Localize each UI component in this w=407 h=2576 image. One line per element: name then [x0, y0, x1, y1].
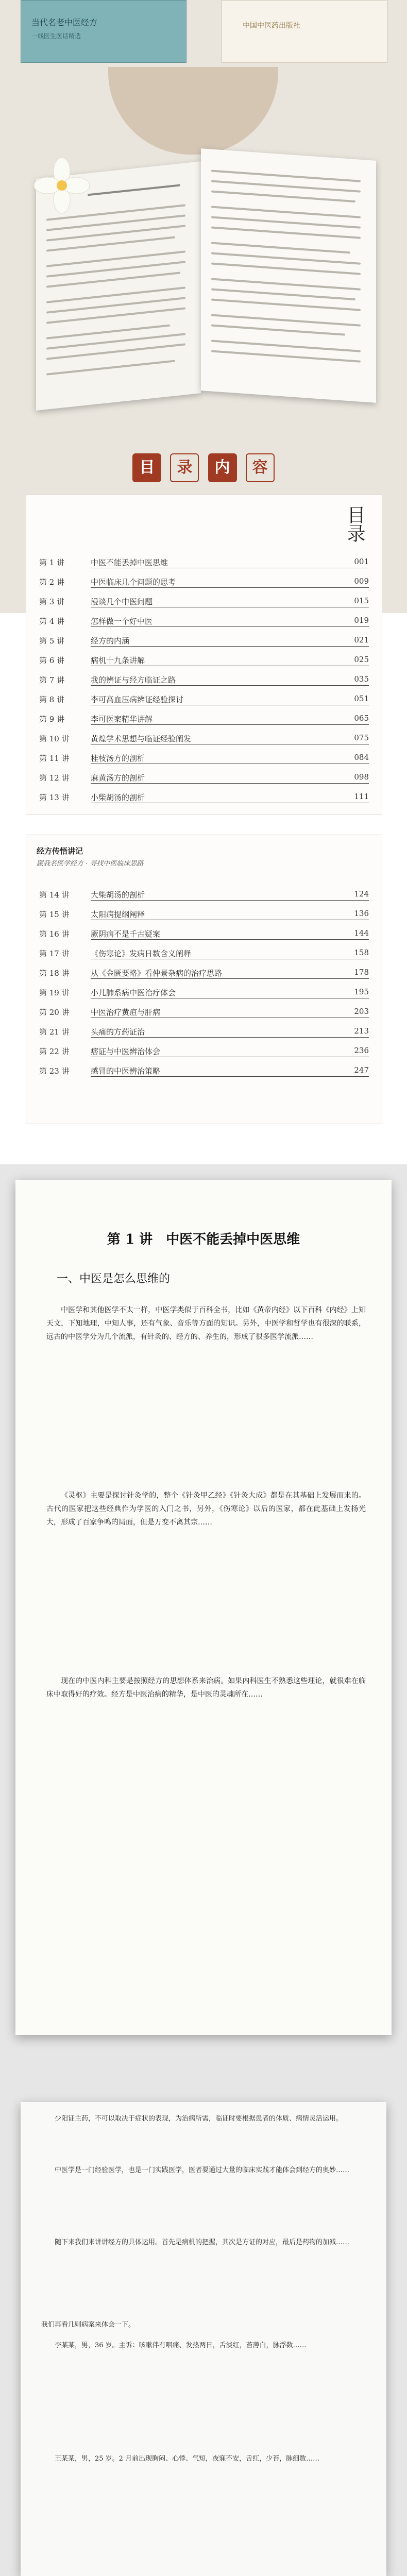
toc-row-num: 第 7 讲 — [39, 675, 65, 685]
toc-row-num: 第 21 讲 — [39, 1027, 70, 1037]
toc-heading: 目录 — [344, 505, 365, 543]
toc-row-title: 黄煌学术思想与临证经验阐发 — [91, 734, 192, 743]
toc-row-title: 李可高血压病辨证经验探讨 — [91, 695, 184, 704]
toc-row-page: 158 — [354, 948, 369, 957]
toc-row-title: 《伤寒论》发病日数含义阐释 — [91, 949, 192, 958]
toc-row[interactable] — [39, 1041, 369, 1060]
toc-row-num: 第 11 讲 — [39, 754, 70, 763]
toc-row-page: 075 — [354, 733, 369, 742]
toc-row-num: 第 22 讲 — [39, 1047, 70, 1056]
bottom-paragraph: 随下来我们来讲讲经方的具体运用。首先是病机的把握，其次是方证的对应，最后是药物的加减…… — [55, 2239, 350, 2246]
toc-row-page: 025 — [354, 655, 369, 664]
toc-row[interactable] — [39, 1060, 369, 1080]
toc-row-title: 厥阴病不是千古疑案 — [91, 929, 161, 939]
cover-left-sub: 一线医生医话精选 — [31, 32, 81, 40]
toc-row-num: 第 19 讲 — [39, 988, 70, 997]
bottom-paragraph: 中医学是一门经验医学，也是一门实践医学，医者要通过大量的临床实践才能体会到经方的奥妙…… — [55, 2166, 350, 2174]
book-cover-left — [21, 0, 186, 63]
tag-char: 容 — [246, 453, 275, 482]
lecture-paragraph: 现在的中医内科主要是按照经方的思想体系来治病。如果内科医生不熟悉这些理论，就很难在临床中取得好的疗效。经方是中医治病的精华，是中医的灵魂所在…… — [46, 1677, 366, 1699]
open-book-right-page — [201, 148, 376, 403]
toc-row-num: 第 12 讲 — [39, 773, 70, 783]
cover-left-title: 当代名老中医经方 — [31, 18, 98, 27]
toc-row-page: 001 — [354, 557, 369, 566]
toc-row[interactable] — [39, 1002, 369, 1021]
toc-row-title: 太阳病提纲阐释 — [91, 910, 145, 919]
toc-row[interactable] — [39, 630, 369, 650]
toc-row-title: 桂枝汤方的剖析 — [91, 754, 145, 763]
toc-row-num: 第 14 讲 — [39, 890, 70, 900]
toc-row-page: 203 — [354, 1007, 369, 1016]
toc-row-title: 大柴胡汤的剖析 — [91, 890, 145, 900]
toc-row-title: 小儿肺系病中医治疗体会 — [91, 988, 176, 997]
bottom-book-page — [21, 2102, 386, 2576]
toc-row-num: 第 17 讲 — [39, 949, 70, 958]
toc-row[interactable] — [39, 904, 369, 923]
tag-char: 录 — [170, 453, 199, 482]
toc-row-page: 178 — [354, 968, 369, 977]
toc-row-page: 019 — [354, 616, 369, 625]
case-intro: 我们再看几则病案来体会一下。 — [41, 2321, 135, 2329]
toc-row[interactable] — [39, 591, 369, 611]
toc-row-title: 感冒的中医辨治策略 — [91, 1066, 161, 1076]
toc-row[interactable] — [39, 884, 369, 904]
toc-row-page: 015 — [354, 596, 369, 605]
toc-row[interactable] — [39, 923, 369, 943]
toc-row-num: 第 18 讲 — [39, 969, 70, 978]
toc-row[interactable] — [39, 962, 369, 982]
lecture-paragraph: 《灵枢》主要是探讨针灸学的，整个《针灸甲乙经》《针灸大成》都是在其基础上发展而来的。古代的医家把这些经典作为学医的入门之书，另外，《伤寒论》以后的医家，都在此基础上发扬光大，形成了百家争鸣的局面，但是万变不离其宗…… — [46, 1492, 366, 1527]
toc-row[interactable] — [39, 689, 369, 708]
book-cover-right — [222, 0, 387, 63]
toc-row-num: 第 16 讲 — [39, 929, 70, 939]
toc-row-page: 124 — [354, 889, 369, 899]
bottom-paragraph: 少阳证主药，不可以取决于症状的表现，为治病所需，临证时要根据患者的体质、病情灵活运用。 — [55, 2115, 343, 2123]
toc-row-page: 195 — [354, 987, 369, 996]
toc-row-title: 从《金匮要略》看仲景杂病的治疗思路 — [91, 969, 223, 978]
toc-row-page: 213 — [354, 1026, 369, 1036]
toc-row-page: 236 — [354, 1046, 369, 1055]
toc-row-num: 第 2 讲 — [39, 578, 65, 587]
tag-char: 目 — [132, 453, 161, 482]
toc-row-title: 痞证与中医辨治体会 — [91, 1047, 161, 1056]
toc-row-num: 第 13 讲 — [39, 793, 70, 802]
toc-row-title: 麻黄汤方的剖析 — [91, 773, 145, 783]
toc-row-page: 084 — [354, 753, 369, 762]
toc-row[interactable] — [39, 748, 369, 767]
toc-row-title: 我的辨证与经方临证之路 — [91, 675, 176, 685]
toc-row-page: 111 — [354, 792, 369, 801]
toc-row-page: 065 — [354, 714, 369, 723]
toc-row-page: 051 — [354, 694, 369, 703]
toc-row-title: 中医临床几个问题的思考 — [91, 578, 176, 587]
toc-row-page: 144 — [354, 928, 369, 938]
toc-row-page: 021 — [354, 635, 369, 645]
toc-list-1 — [39, 552, 369, 806]
toc-row-page: 009 — [354, 577, 369, 586]
toc-row-title: 病机十九条讲解 — [91, 656, 145, 665]
toc-section-tag — [0, 453, 407, 484]
toc-row-num: 第 8 讲 — [39, 695, 65, 704]
toc-row-num: 第 10 讲 — [39, 734, 70, 743]
lecture-page — [15, 1180, 392, 2035]
toc-volume-title: 经方传悟讲记 — [37, 846, 83, 856]
lecture-title: 第 1 讲 中医不能丢掉中医思维 — [107, 1232, 300, 1247]
case-record: 李某某，男，36 岁。主诉：咳嗽伴有咽痛、发热两日，舌淡红，苔薄白，脉浮数…… — [55, 2342, 307, 2349]
toc-row[interactable] — [39, 982, 369, 1002]
tag-char: 内 — [208, 453, 237, 482]
toc-row-title: 李可医案精华讲解 — [91, 715, 153, 724]
toc-row[interactable] — [39, 767, 369, 787]
toc-row[interactable] — [39, 571, 369, 591]
lecture-subtitle: 一、中医是怎么思维的 — [57, 1273, 171, 1285]
toc-row-num: 第 23 讲 — [39, 1066, 70, 1076]
flower-icon — [31, 155, 93, 216]
toc-row-page: 136 — [354, 909, 369, 918]
toc-row-num: 第 1 讲 — [39, 558, 65, 567]
toc-row-num: 第 20 讲 — [39, 1008, 70, 1017]
toc-volume-subtitle: 跟我名医学经方 · 寻找中医临床思路 — [37, 860, 144, 868]
case-record: 王某某，男，25 岁。2 月前出现胸闷、心悸、气短，夜寐不安，舌红，少苔，脉细数…… — [55, 2455, 320, 2463]
toc-row-num: 第 5 讲 — [39, 636, 65, 646]
toc-row-num: 第 4 讲 — [39, 617, 65, 626]
toc-row-page: 035 — [354, 674, 369, 684]
toc-row-title: 小柴胡汤的剖析 — [91, 793, 145, 802]
toc-list-2 — [39, 884, 369, 1080]
toc-panel-2 — [26, 835, 382, 1124]
toc-row-title: 中医治疗黄疸与肝病 — [91, 1008, 161, 1017]
toc-row-num: 第 9 讲 — [39, 715, 65, 724]
toc-row-num: 第 6 讲 — [39, 656, 65, 665]
toc-row[interactable] — [39, 669, 369, 689]
toc-row[interactable] — [39, 708, 369, 728]
toc-row-page: 098 — [354, 772, 369, 782]
toc-row-num: 第 15 讲 — [39, 910, 70, 919]
toc-row-page: 247 — [354, 1065, 369, 1075]
toc-row-title: 怎样做一个好中医 — [91, 617, 153, 626]
toc-row[interactable] — [39, 943, 369, 962]
toc-row-num: 第 3 讲 — [39, 597, 65, 606]
toc-row-title: 漫谈几个中医问题 — [91, 597, 153, 606]
toc-row[interactable] — [39, 1021, 369, 1041]
toc-row[interactable] — [39, 728, 369, 748]
lecture-paragraph: 中医学和其他医学不太一样，中医学类似于百科全书，比如《黄帝内经》以下百科《内经》上知天文，下知地理，中知人事，还有气象、音乐等方面的知识。另外，中医学和哲学也有很深的联系，远古的中医学分为几个流派，有针灸的、经方的、养生的，形成了很多医学流派…… — [46, 1306, 366, 1341]
toc-row[interactable] — [39, 787, 369, 806]
toc-row[interactable] — [39, 552, 369, 571]
cover-right-title: 中国中医药出版社 — [243, 22, 300, 30]
toc-row-title: 中医不能丢掉中医思维 — [91, 558, 168, 567]
toc-row-title: 经方的内涵 — [91, 636, 130, 646]
toc-panel-1 — [26, 495, 382, 815]
toc-row[interactable] — [39, 611, 369, 630]
toc-row[interactable] — [39, 650, 369, 669]
toc-row-title: 头痛的方药证治 — [91, 1027, 145, 1037]
